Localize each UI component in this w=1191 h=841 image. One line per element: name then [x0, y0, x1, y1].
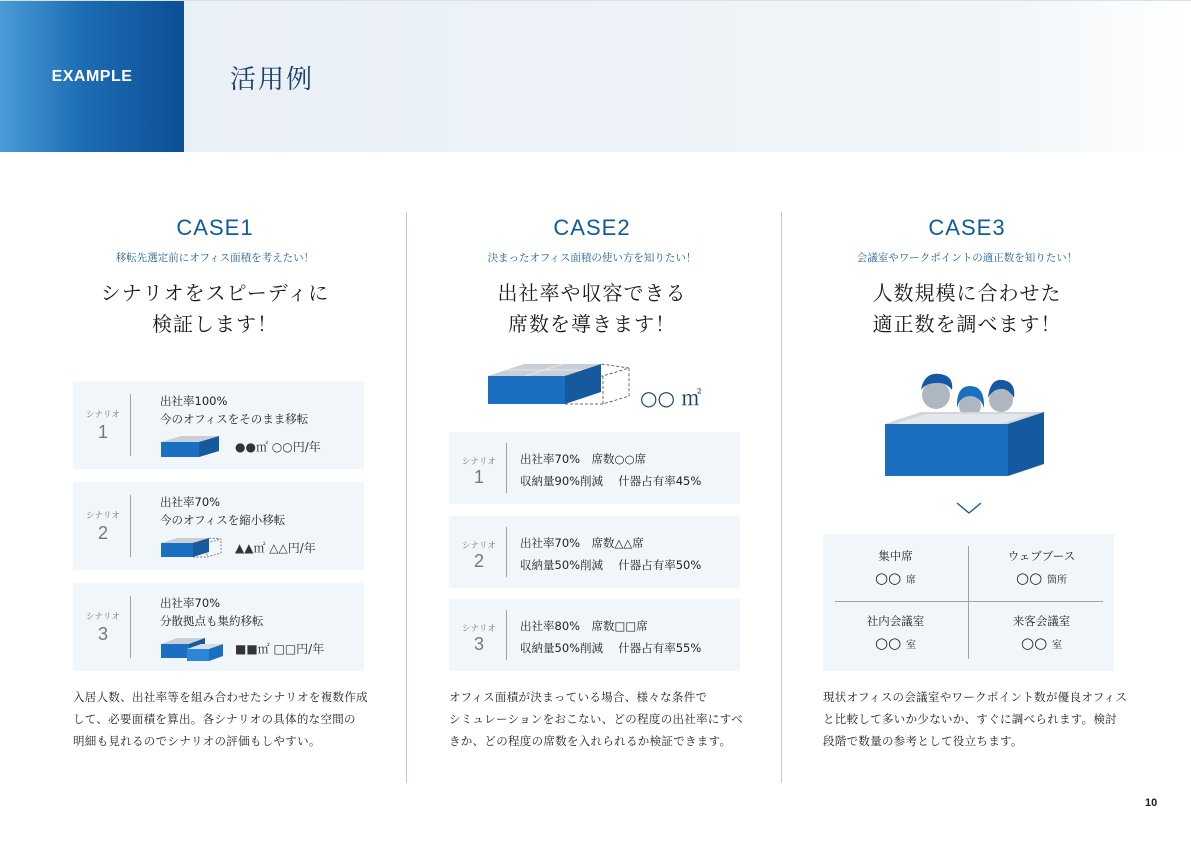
- page-header: [0, 0, 1191, 151]
- description-line: きか、どの程度の席数を入れられるか検証できます。: [449, 734, 732, 748]
- office-block-reduced-icon: [159, 534, 225, 562]
- description-line: 明細も見れるのでシナリオの評価もしやすい。: [73, 734, 321, 748]
- chevron-down-icon: [955, 501, 983, 515]
- scenario-line: 出社率70%: [160, 596, 221, 610]
- case-subtitle: 会議室やワークポイントの適正数を知りたい！: [856, 252, 1078, 264]
- description-line: 段階で数量の参考として役立ちます。: [823, 734, 1023, 748]
- headline-line: 適正数を調べます！: [872, 312, 1062, 336]
- unit-text: 箇所: [1046, 575, 1067, 586]
- scenario-line: 収納量50%削減 什器占有率50%: [520, 558, 702, 572]
- headline-line: 出社率や収容できる: [497, 281, 687, 305]
- case1-header: [60, 215, 370, 340]
- grid-divider: [835, 601, 1103, 602]
- scenario-label: シナリオ: [86, 612, 120, 622]
- case2-header: [437, 215, 747, 340]
- scenario-number: 2: [473, 551, 484, 571]
- grid-cell: [969, 548, 1114, 587]
- grid-cell: [969, 613, 1114, 652]
- header-band: [184, 1, 1191, 152]
- scenario-line: 収納量50%削減 什器占有率55%: [520, 641, 702, 655]
- scenario-line: 出社率70%: [160, 495, 221, 509]
- description-line: オフィス面積が決まっている場合、様々な条件で: [449, 690, 708, 704]
- case-label: CASE3: [928, 215, 1006, 240]
- scenario-label: シナリオ: [86, 511, 120, 521]
- grid-cell-title: 社内会議室: [866, 614, 925, 628]
- separator: [506, 527, 507, 577]
- grid-cell-title: 来客会議室: [1012, 614, 1071, 628]
- count-grid: [823, 534, 1114, 671]
- office-block-icon: [159, 433, 221, 461]
- scenario-line: 出社率80% 席数□□席: [520, 619, 648, 633]
- section-tag: EXAMPLE: [0, 1, 184, 152]
- description-line: 現状オフィスの会議室やワークポイント数が優良オフィス: [823, 690, 1128, 704]
- scenario-line: 出社率70% 席数○○席: [520, 452, 647, 466]
- column-divider: [781, 212, 782, 783]
- scenario-box: [73, 583, 364, 671]
- value-text: ○○: [875, 634, 902, 652]
- scenario-label: シナリオ: [462, 624, 496, 634]
- case-subtitle: 決まったオフィス面積の使い方を知りたい！: [487, 252, 697, 264]
- description-line: 入居人数、出社率等を組み合わせたシナリオを複数作成: [73, 690, 368, 704]
- office-block-merged-icon: [159, 633, 225, 663]
- description-line: シミュレーションをおこない、どの程度の出社率にすべ: [449, 712, 744, 726]
- case-description: [449, 686, 759, 752]
- grid-cell: [823, 548, 968, 587]
- grid-cell-value: [969, 569, 1114, 587]
- scenario-label: シナリオ: [86, 410, 120, 420]
- scenario-number: 3: [97, 624, 108, 644]
- case-headline: [812, 278, 1122, 340]
- separator: [130, 394, 131, 456]
- unit-text: 席: [905, 575, 916, 586]
- scenario-number: 2: [97, 523, 108, 543]
- area-label: ○○ ㎡: [640, 386, 702, 410]
- page-number: 10: [1145, 797, 1158, 809]
- case-subtitle: 移転先選定前にオフィス面積を考えたい！: [115, 252, 315, 264]
- case-description: [823, 686, 1133, 752]
- case-description: [73, 686, 383, 752]
- headline-line: 席数を導きます！: [508, 312, 676, 336]
- value-text: ○○: [875, 569, 902, 587]
- scenario-value: ■■㎡ □□円/年: [235, 642, 325, 656]
- scenario-box: [449, 599, 740, 671]
- grid-cell: [823, 613, 968, 652]
- scenario-line: 出社率100%: [160, 394, 228, 408]
- separator: [130, 596, 131, 658]
- value-text: ○○: [1016, 569, 1043, 587]
- grid-cell-title: ウェブブース: [1007, 549, 1076, 563]
- scenario-box: [73, 482, 364, 570]
- case3-header: [812, 215, 1122, 340]
- scenario-value: ▲▲㎡ △△円/年: [235, 541, 316, 555]
- separator: [506, 443, 507, 493]
- separator: [506, 610, 507, 660]
- scenario-line: 今のオフィスをそのまま移転: [160, 412, 309, 426]
- headline-line: シナリオをスピーディに: [100, 281, 330, 305]
- case-headline: [60, 278, 370, 340]
- headline-line: 人数規模に合わせた: [872, 281, 1062, 305]
- scenario-line: 出社率70% 席数△△席: [520, 536, 644, 550]
- headline-line: 検証します！: [152, 312, 278, 336]
- column-divider: [406, 212, 407, 783]
- unit-text: 室: [1051, 640, 1062, 651]
- scenario-line: 収納量90%削減 什器占有率45%: [520, 474, 702, 488]
- scenario-label: シナリオ: [462, 541, 496, 551]
- grid-cell-title: 集中席: [878, 549, 913, 563]
- page-title: 活用例: [230, 65, 315, 95]
- scenario-line: 分散拠点も集約移転: [160, 614, 264, 628]
- unit-text: 室: [905, 640, 916, 651]
- scenario-number: 3: [473, 634, 484, 654]
- case-label: CASE1: [176, 215, 254, 240]
- office-area-illustration: [485, 360, 635, 420]
- case-label: CASE2: [553, 215, 631, 240]
- scenario-number: 1: [473, 467, 484, 487]
- scenario-value: ●●㎡ ○○円/年: [235, 440, 321, 454]
- grid-cell-value: [823, 569, 968, 587]
- description-line: と比較して多いか少ないか、すぐに調べられます。検討: [823, 712, 1118, 726]
- scenario-line: 今のオフィスを縮小移転: [160, 513, 286, 527]
- people-in-office-illustration: [880, 368, 1048, 482]
- case-headline: [437, 278, 747, 340]
- scenario-number: 1: [97, 422, 108, 442]
- value-text: ○○: [1021, 634, 1048, 652]
- scenario-box: [449, 516, 740, 588]
- scenario-box: [449, 432, 740, 504]
- scenario-label: シナリオ: [462, 457, 496, 467]
- separator: [130, 495, 131, 557]
- grid-cell-value: [969, 634, 1114, 652]
- scenario-box: [73, 381, 364, 469]
- grid-cell-value: [823, 634, 968, 652]
- description-line: して、必要面積を算出。各シナリオの具体的な空間の: [73, 712, 356, 726]
